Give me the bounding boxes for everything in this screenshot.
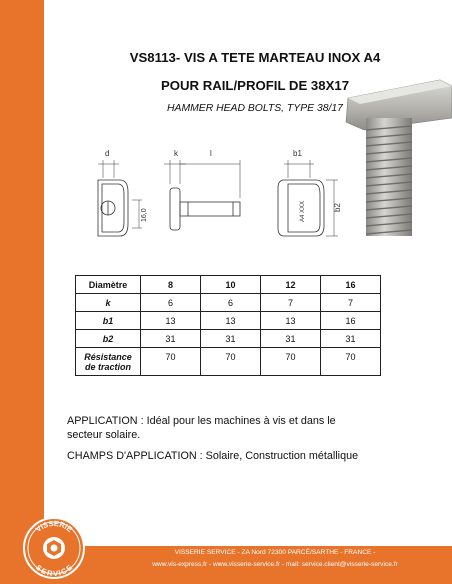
bolt-photo [330, 78, 452, 238]
table-cell: 13 [201, 312, 261, 330]
dim-d-label: d [105, 149, 110, 158]
champs-application-text: CHAMPS D'APPLICATION : Solaire, Construction métallique [67, 450, 359, 462]
row-label-line2: de traction [84, 362, 131, 372]
row-label: k [76, 294, 141, 312]
application-line1: APPLICATION : Idéal pour les machines à vis et dans le [67, 415, 336, 427]
table-cell: 16 [321, 312, 381, 330]
row-label-line1: Résistance [84, 352, 132, 362]
table-header-cell: 12 [261, 276, 321, 294]
dim-b2-label: b2 [333, 203, 342, 212]
table-cell: 31 [321, 330, 381, 348]
footer-contact: www.vis-express.fr - www.visserie-service.fr - mail: service.client@visserie-service.fr [152, 561, 398, 568]
product-title: VS8113- VIS A TETE MARTEAU INOX A4 [129, 50, 381, 65]
orange-sidebar [0, 0, 44, 584]
product-title-line2: POUR RAIL/PROFIL DE 38X17 [160, 78, 350, 93]
table-cell: 31 [141, 330, 201, 348]
table-cell: 31 [201, 330, 261, 348]
table-header-row [76, 276, 381, 294]
spec-table [75, 275, 381, 376]
head-marking-label: A4 XXX [300, 200, 306, 222]
dim-16-label: 16,0 [141, 208, 148, 222]
diameter-header: Diamètre [76, 276, 141, 294]
table-header-cell: 10 [201, 276, 261, 294]
dim-l-label: l [210, 149, 212, 158]
product-subtitle: HAMMER HEAD BOLTS, TYPE 38/17 [167, 103, 343, 114]
table-cell: 70 [201, 348, 261, 376]
technical-drawing [88, 140, 348, 250]
table-cell: 7 [321, 294, 381, 312]
footer-address: VISSERIE SERVICE - ZA Nord 72300 PARCÉ/SARTHE - FRANCE - [174, 549, 376, 556]
logo-text-top: VISSERIE [33, 518, 75, 534]
application-text [67, 414, 387, 442]
dim-b1-label: b1 [293, 149, 302, 158]
table-cell: 6 [201, 294, 261, 312]
row-label: b1 [76, 312, 141, 330]
table-row [76, 330, 381, 348]
table-row [76, 294, 381, 312]
logo-text-bottom: SERVICE [34, 562, 74, 579]
table-header-cell: 8 [141, 276, 201, 294]
table-cell: 13 [141, 312, 201, 330]
table-cell: 31 [261, 330, 321, 348]
row-label: b2 [76, 330, 141, 348]
table-cell: 13 [261, 312, 321, 330]
table-header-cell: 16 [321, 276, 381, 294]
dim-k-label: k [174, 149, 178, 158]
table-cell: 70 [261, 348, 321, 376]
table-cell: 70 [141, 348, 201, 376]
table-cell: 70 [321, 348, 381, 376]
table-cell: 6 [141, 294, 201, 312]
row-label [76, 348, 141, 376]
table-cell: 7 [261, 294, 321, 312]
table-row [76, 312, 381, 330]
visserie-service-logo [22, 516, 86, 580]
table-row [76, 348, 381, 376]
application-line2: secteur solaire. [67, 429, 141, 441]
